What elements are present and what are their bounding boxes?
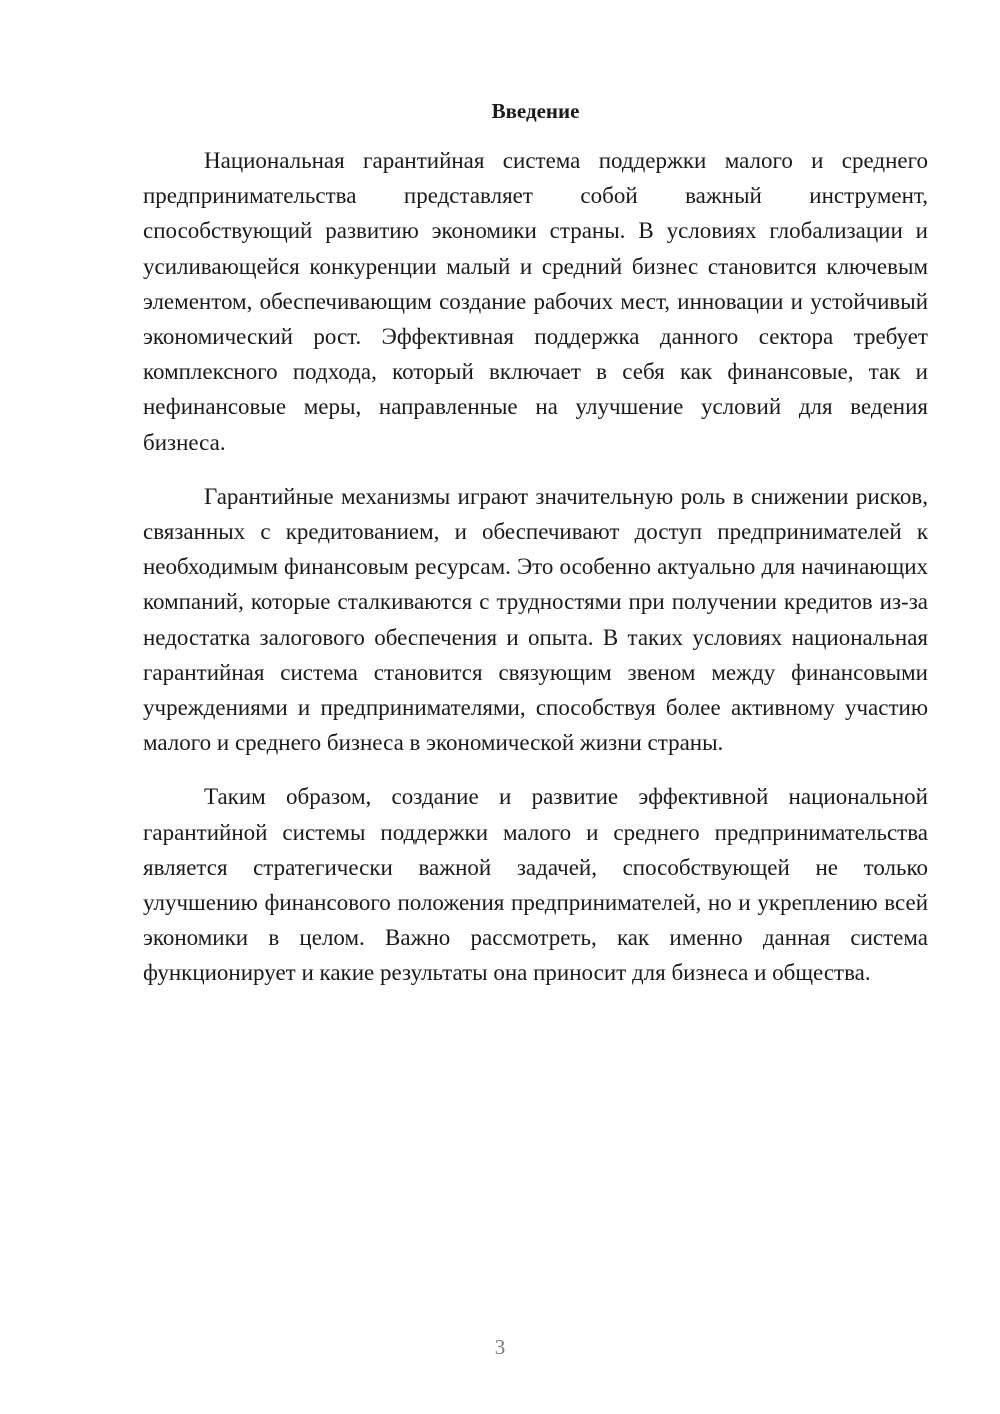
page-number: 3 <box>494 1335 506 1359</box>
section-body <box>143 143 928 1010</box>
paragraph-2: Гарантийные механизмы играют значительную роль в снижении рисков, связанных с кредитованием, и обеспечивают доступ предпринимателей к необходимым финансовым ресурсам. Это особенно актуально для начинающих компаний, которые сталкиваются с трудностями при получении кредитов из-за недостатка залогового обеспечения и опыта. В таких условиях национальная гарантийная система становится связующим звеном между финансовыми учреждениями и предпринимателями, способствуя более активному участию малого и среднего бизнеса в экономической жизни страны. <box>143 483 928 756</box>
paragraph-3: Таким образом, создание и развитие эффективной национальной гарантийной системы поддержки малого и среднего предпринимательства является стратегически важной задачей, способствующей не только улучшению финансового положения предпринимателей, но и укреплению всей экономики в целом. Важно рассмотреть, как именно данная система функционирует и какие результаты она приносит для бизнеса и общества. <box>143 784 928 986</box>
section-title: Введение <box>491 99 580 123</box>
paragraph-1: Национальная гарантийная система поддержки малого и среднего предпринимательства представляет собой важный инструмент, способствующий развитию экономики страны. В условиях глобализации и усиливающейся конкуренции малый и средний бизнес становится ключевым элементом, обеспечивающим создание рабочих мест, инновации и устойчивый экономический рост. Эффективная поддержка данного сектора требует комплексного подхода, который включает в себя как финансовые, так и нефинансовые меры, направленные на улучшение условий для ведения бизнеса. <box>143 148 928 455</box>
